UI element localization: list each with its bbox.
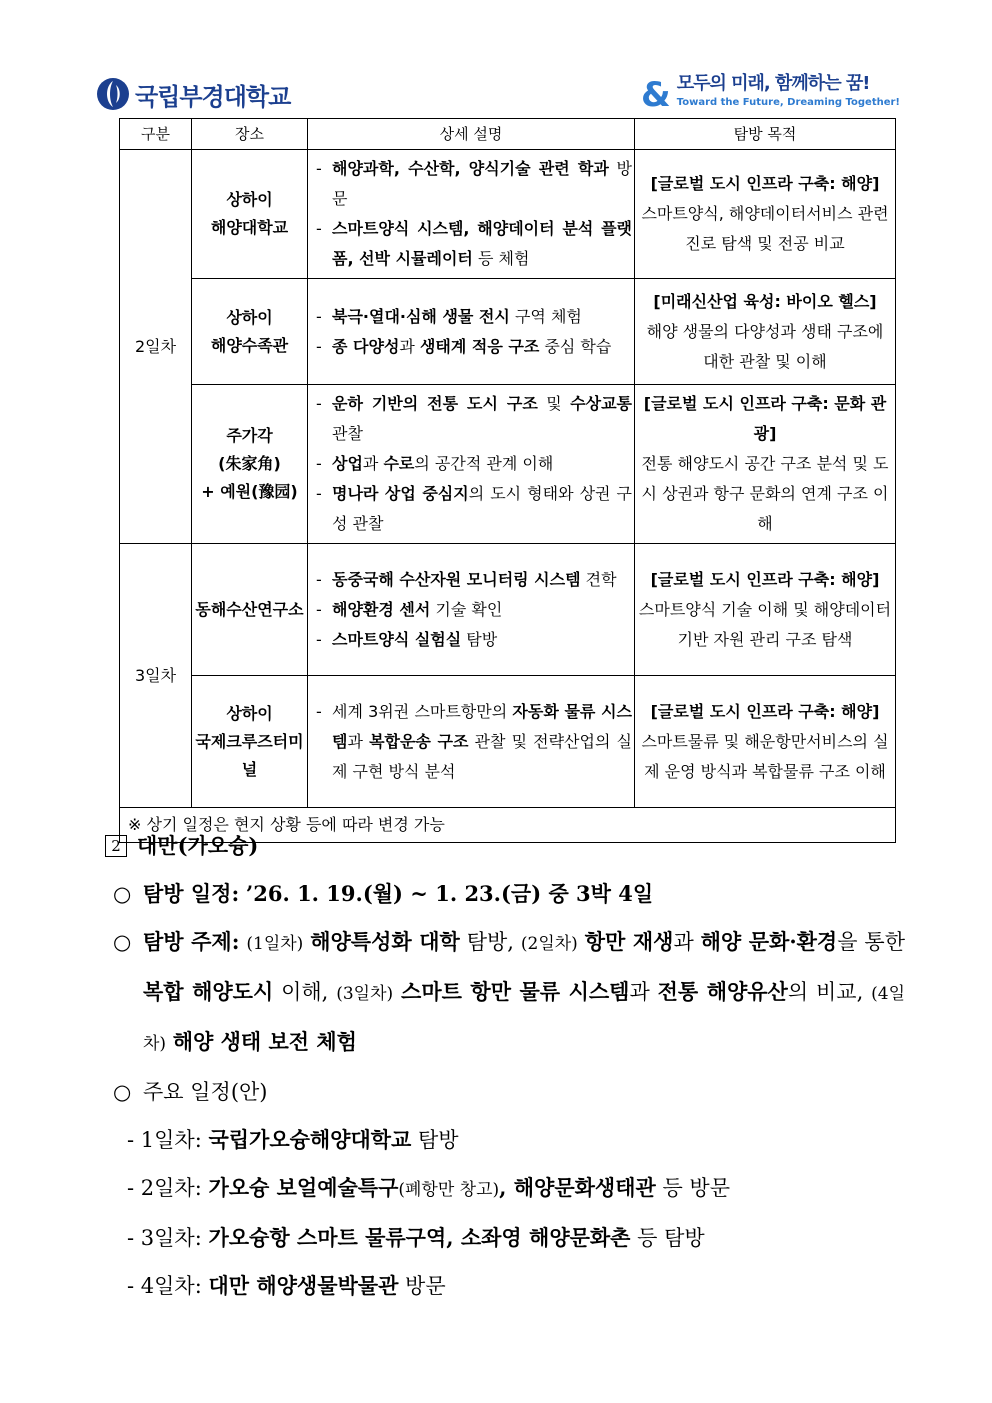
main-schedule-bullet [105, 1068, 905, 1116]
slogan-sub: Toward the Future, Dreaming Together! [676, 97, 900, 108]
place-line: 상하이 [226, 190, 273, 209]
table-row [120, 676, 896, 808]
section-title [105, 822, 905, 870]
schedule-bullet [105, 870, 905, 918]
text-run: 세계 3위권 스마트항만의 [332, 701, 513, 721]
text-run: 과 [362, 454, 384, 473]
bold-text: 상업 [332, 454, 363, 473]
text-run: 1일차: [140, 1128, 209, 1152]
purpose-text: 스마트양식 기술 이해 및 해양데이터 기반 자원 관리 구조 탐색 [638, 599, 892, 649]
svg-text:&: & [640, 76, 671, 112]
slogan-logo [639, 72, 900, 112]
dash-bullet-icon: - [316, 454, 322, 473]
description-cell [308, 676, 635, 808]
main-schedule-label: 주요 일정(안) [143, 1080, 268, 1104]
place-line: 상하이 [226, 703, 273, 723]
university-emblem-icon [95, 76, 131, 112]
bold-text: 가오슝항 스마트 물류구역, 소좌영 해양문화촌 [208, 1225, 631, 1250]
purpose-title: [글로벌 도시 인프라 구축: 문화 관광] [643, 394, 887, 443]
bold-text: 명나라 상업 중심지 [332, 484, 469, 503]
description-item [316, 697, 632, 787]
bold-text: , 해양문화생태관 [499, 1175, 656, 1200]
bold-text: 자동화 물류 시스템 [332, 701, 633, 751]
day-cell: 3일차 [120, 544, 192, 808]
text-run: 이해, [273, 980, 337, 1004]
bold-text: 해양과학, 수산학, 양식기술 관련 학과 [332, 159, 609, 178]
purpose-cell [635, 676, 896, 808]
description-cell [308, 150, 635, 279]
taiwan-section [105, 822, 905, 1310]
bold-text: 항만 재생 [584, 929, 674, 954]
day-item [105, 1262, 905, 1310]
circle-bullet-icon: ○ [113, 1080, 132, 1104]
dash-bullet-icon: - [316, 484, 322, 503]
text-run: 의 도시 형태와 상권 구성 관찰 [332, 484, 633, 533]
bold-text: 가오슝 보얼예술특구 [208, 1175, 399, 1200]
day-item [105, 1214, 905, 1262]
description-item [316, 479, 632, 539]
slogan-main: 모두의 미래, 함께하는 꿈! [676, 73, 870, 94]
schedule-label: 탐방 일정: [143, 881, 240, 906]
section-number: 2 [105, 835, 127, 857]
schedule-note: ※ 상기 일정은 현지 상황 등에 따라 변경 가능 [120, 808, 896, 843]
purpose-text: 스마트물류 및 해운항만서비스의 실제 운영 방식과 복합물류 구조 이해 [641, 731, 889, 781]
table-row [120, 385, 896, 544]
dash-bullet-icon: - [316, 701, 322, 721]
bold-text: 스마트양식 시스템, 해양데이터 분석 플랫폼, 선박 시뮬레이터 [332, 219, 632, 268]
day-list [105, 1116, 905, 1310]
table-row [120, 544, 896, 676]
text-run: 관찰 및 전략산업의 실제 구현 방식 분석 [332, 731, 633, 781]
purpose-title: [미래신산업 육성: 바이오 헬스] [653, 291, 877, 311]
text-run: 3일차: [140, 1226, 209, 1250]
text-run: 방문 [332, 159, 633, 208]
text-run: (3일차) [336, 984, 394, 1004]
description-item [316, 625, 632, 655]
text-run: 2일차: [140, 1176, 209, 1200]
purpose-cell [635, 385, 896, 544]
text-run: 견학 [580, 569, 617, 589]
purpose-title: [글로벌 도시 인프라 구축: 해양] [650, 701, 880, 721]
university-logo [95, 76, 290, 112]
description-item [316, 565, 632, 595]
text-run: (4일차) [143, 984, 905, 1054]
description-list [316, 302, 632, 362]
text-run: 4일차: [140, 1274, 209, 1298]
bold-text: 대만 해양생물박물관 [208, 1273, 399, 1298]
description-cell [308, 544, 635, 676]
text-run: 기술 확인 [430, 599, 503, 619]
bold-text: 해양환경 센서 [332, 599, 431, 619]
text-run [578, 930, 585, 954]
header-description: 상세 설명 [308, 119, 635, 150]
dash-bullet-icon: - [316, 219, 322, 238]
text-run: 방문 [398, 1274, 446, 1298]
day-cell: 2일차 [120, 150, 192, 544]
purpose-text: 전통 해양도시 공간 구조 분석 및 도시 상권과 항구 문화의 연계 구조 이해 [641, 454, 889, 533]
bold-text: 동중국해 수산자원 모니터링 시스템 [332, 569, 581, 589]
day-item [105, 1164, 905, 1214]
dash-bullet-icon: - [316, 336, 322, 356]
dash-bullet-icon: - [316, 599, 322, 619]
day-item [105, 1116, 905, 1164]
text-run: 등 탐방 [630, 1226, 705, 1250]
purpose-cell [635, 150, 896, 279]
dash-bullet-icon: - [127, 1128, 141, 1152]
place-line: 해양대학교 [210, 218, 289, 237]
bold-text: 복합 해양도시 [143, 979, 274, 1004]
bold-text: 해양특성화 대학 [310, 929, 460, 954]
purpose-cell [635, 544, 896, 676]
text-run: 구역 체험 [509, 306, 582, 326]
theme-parts [143, 930, 905, 1054]
dash-bullet-icon: - [316, 394, 322, 413]
dash-bullet-icon: - [127, 1176, 141, 1200]
text-run: 과 [629, 980, 658, 1004]
page-header [95, 72, 900, 116]
place-cell [192, 279, 308, 385]
bold-text: 수로 [383, 454, 415, 473]
bold-text: 스마트양식 실험실 [332, 629, 462, 649]
bold-text: 수상교통 [570, 394, 632, 413]
dash-bullet-icon: - [316, 306, 322, 326]
place-cell [192, 385, 308, 544]
place-line: (朱家角) [218, 454, 281, 473]
theme-text [143, 918, 905, 1068]
description-list [316, 154, 632, 274]
bold-text: 종 다양성 [332, 336, 400, 356]
text-run: 과 [673, 930, 701, 954]
text-run: (폐항만 창고) [398, 1180, 500, 1200]
text-run [166, 1030, 173, 1054]
text-run: 관찰 [332, 424, 363, 443]
place-line: 주가각 [226, 426, 273, 445]
text-run: 을 통한 [837, 930, 905, 954]
place-line: 상하이 [226, 307, 273, 327]
dash-bullet-icon: - [316, 159, 322, 178]
text-run: 및 [537, 394, 571, 413]
description-item [316, 595, 632, 625]
table-row [120, 150, 896, 279]
dash-bullet-icon: - [316, 569, 322, 589]
text-run: 중심 학습 [539, 336, 612, 356]
description-cell [308, 385, 635, 544]
text-run: 탐방, [459, 930, 521, 954]
description-list [316, 697, 632, 787]
place-line: 해양수족관 [210, 335, 289, 355]
university-name: 국립부경대학교 [135, 82, 291, 111]
description-list [316, 565, 632, 655]
description-item [316, 389, 632, 449]
text-run: 등 체험 [472, 249, 530, 268]
purpose-text: 해양 생물의 다양성과 생태 구조에 대한 관찰 및 이해 [646, 321, 884, 371]
text-run: 탐방 [461, 629, 498, 649]
theme-bullet [105, 918, 905, 1068]
circle-bullet-icon: ○ [113, 882, 132, 906]
description-item [316, 302, 632, 332]
schedule-table [119, 118, 896, 843]
ampersand-icon [639, 76, 675, 112]
purpose-text: 스마트양식, 해양데이터서비스 관련 진로 탐색 및 전공 비교 [641, 204, 889, 253]
header-category: 구분 [120, 119, 192, 150]
place-line: 국제크루즈터미널 [195, 731, 304, 779]
text-run: (2일차) [520, 934, 578, 954]
bold-text: 북극·열대·심해 생물 전시 [332, 306, 510, 326]
theme-label: 탐방 주제: [143, 929, 240, 954]
text-run: 탐방 [411, 1128, 459, 1152]
text-run: 의 비교, [787, 980, 872, 1004]
place-cell [192, 150, 308, 279]
text-run [393, 980, 401, 1004]
bold-text: 해양 생태 보전 체험 [172, 1029, 357, 1054]
description-item [316, 154, 632, 214]
text-run: 과 [399, 336, 420, 356]
purpose-cell [635, 279, 896, 385]
place-cell [192, 676, 308, 808]
header-purpose: 탐방 목적 [635, 119, 896, 150]
bold-text: 전통 해양유산 [657, 979, 788, 1004]
text-run: 과 [347, 731, 370, 751]
header-place: 장소 [192, 119, 308, 150]
description-item [316, 214, 632, 274]
bold-text: 생태계 적응 구조 [419, 336, 540, 356]
table-header-row [120, 119, 896, 150]
description-cell [308, 279, 635, 385]
text-run: 의 공간적 관계 이해 [414, 454, 554, 473]
bold-text: 국립가오슝해양대학교 [208, 1127, 412, 1152]
bold-text: 스마트 항만 물류 시스템 [401, 979, 630, 1004]
section-title-text: 대만(가오슝) [137, 833, 259, 858]
place-cell [192, 544, 308, 676]
schedule-value: ’26. 1. 19.(월) ~ 1. 23.(금) 중 3박 4일 [245, 881, 654, 906]
description-list [316, 389, 632, 539]
text-run: 등 방문 [655, 1176, 730, 1200]
dash-bullet-icon: - [127, 1274, 141, 1298]
purpose-title: [글로벌 도시 인프라 구축: 해양] [650, 174, 880, 193]
place-line: 동해수산연구소 [195, 599, 304, 619]
bold-text: 운하 기반의 전통 도시 구조 [332, 394, 538, 413]
place-line: + 예원(豫园) [201, 482, 298, 501]
dash-bullet-icon: - [127, 1226, 141, 1250]
table-row [120, 279, 896, 385]
description-item [316, 332, 632, 362]
dash-bullet-icon: - [316, 629, 322, 649]
bold-text: 복합운송 구조 [369, 731, 469, 751]
description-item [316, 449, 632, 479]
text-run: (1일차) [246, 934, 304, 954]
purpose-title: [글로벌 도시 인프라 구축: 해양] [650, 569, 880, 589]
circle-bullet-icon: ○ [113, 930, 132, 954]
bold-text: 해양 문화·환경 [700, 929, 838, 954]
